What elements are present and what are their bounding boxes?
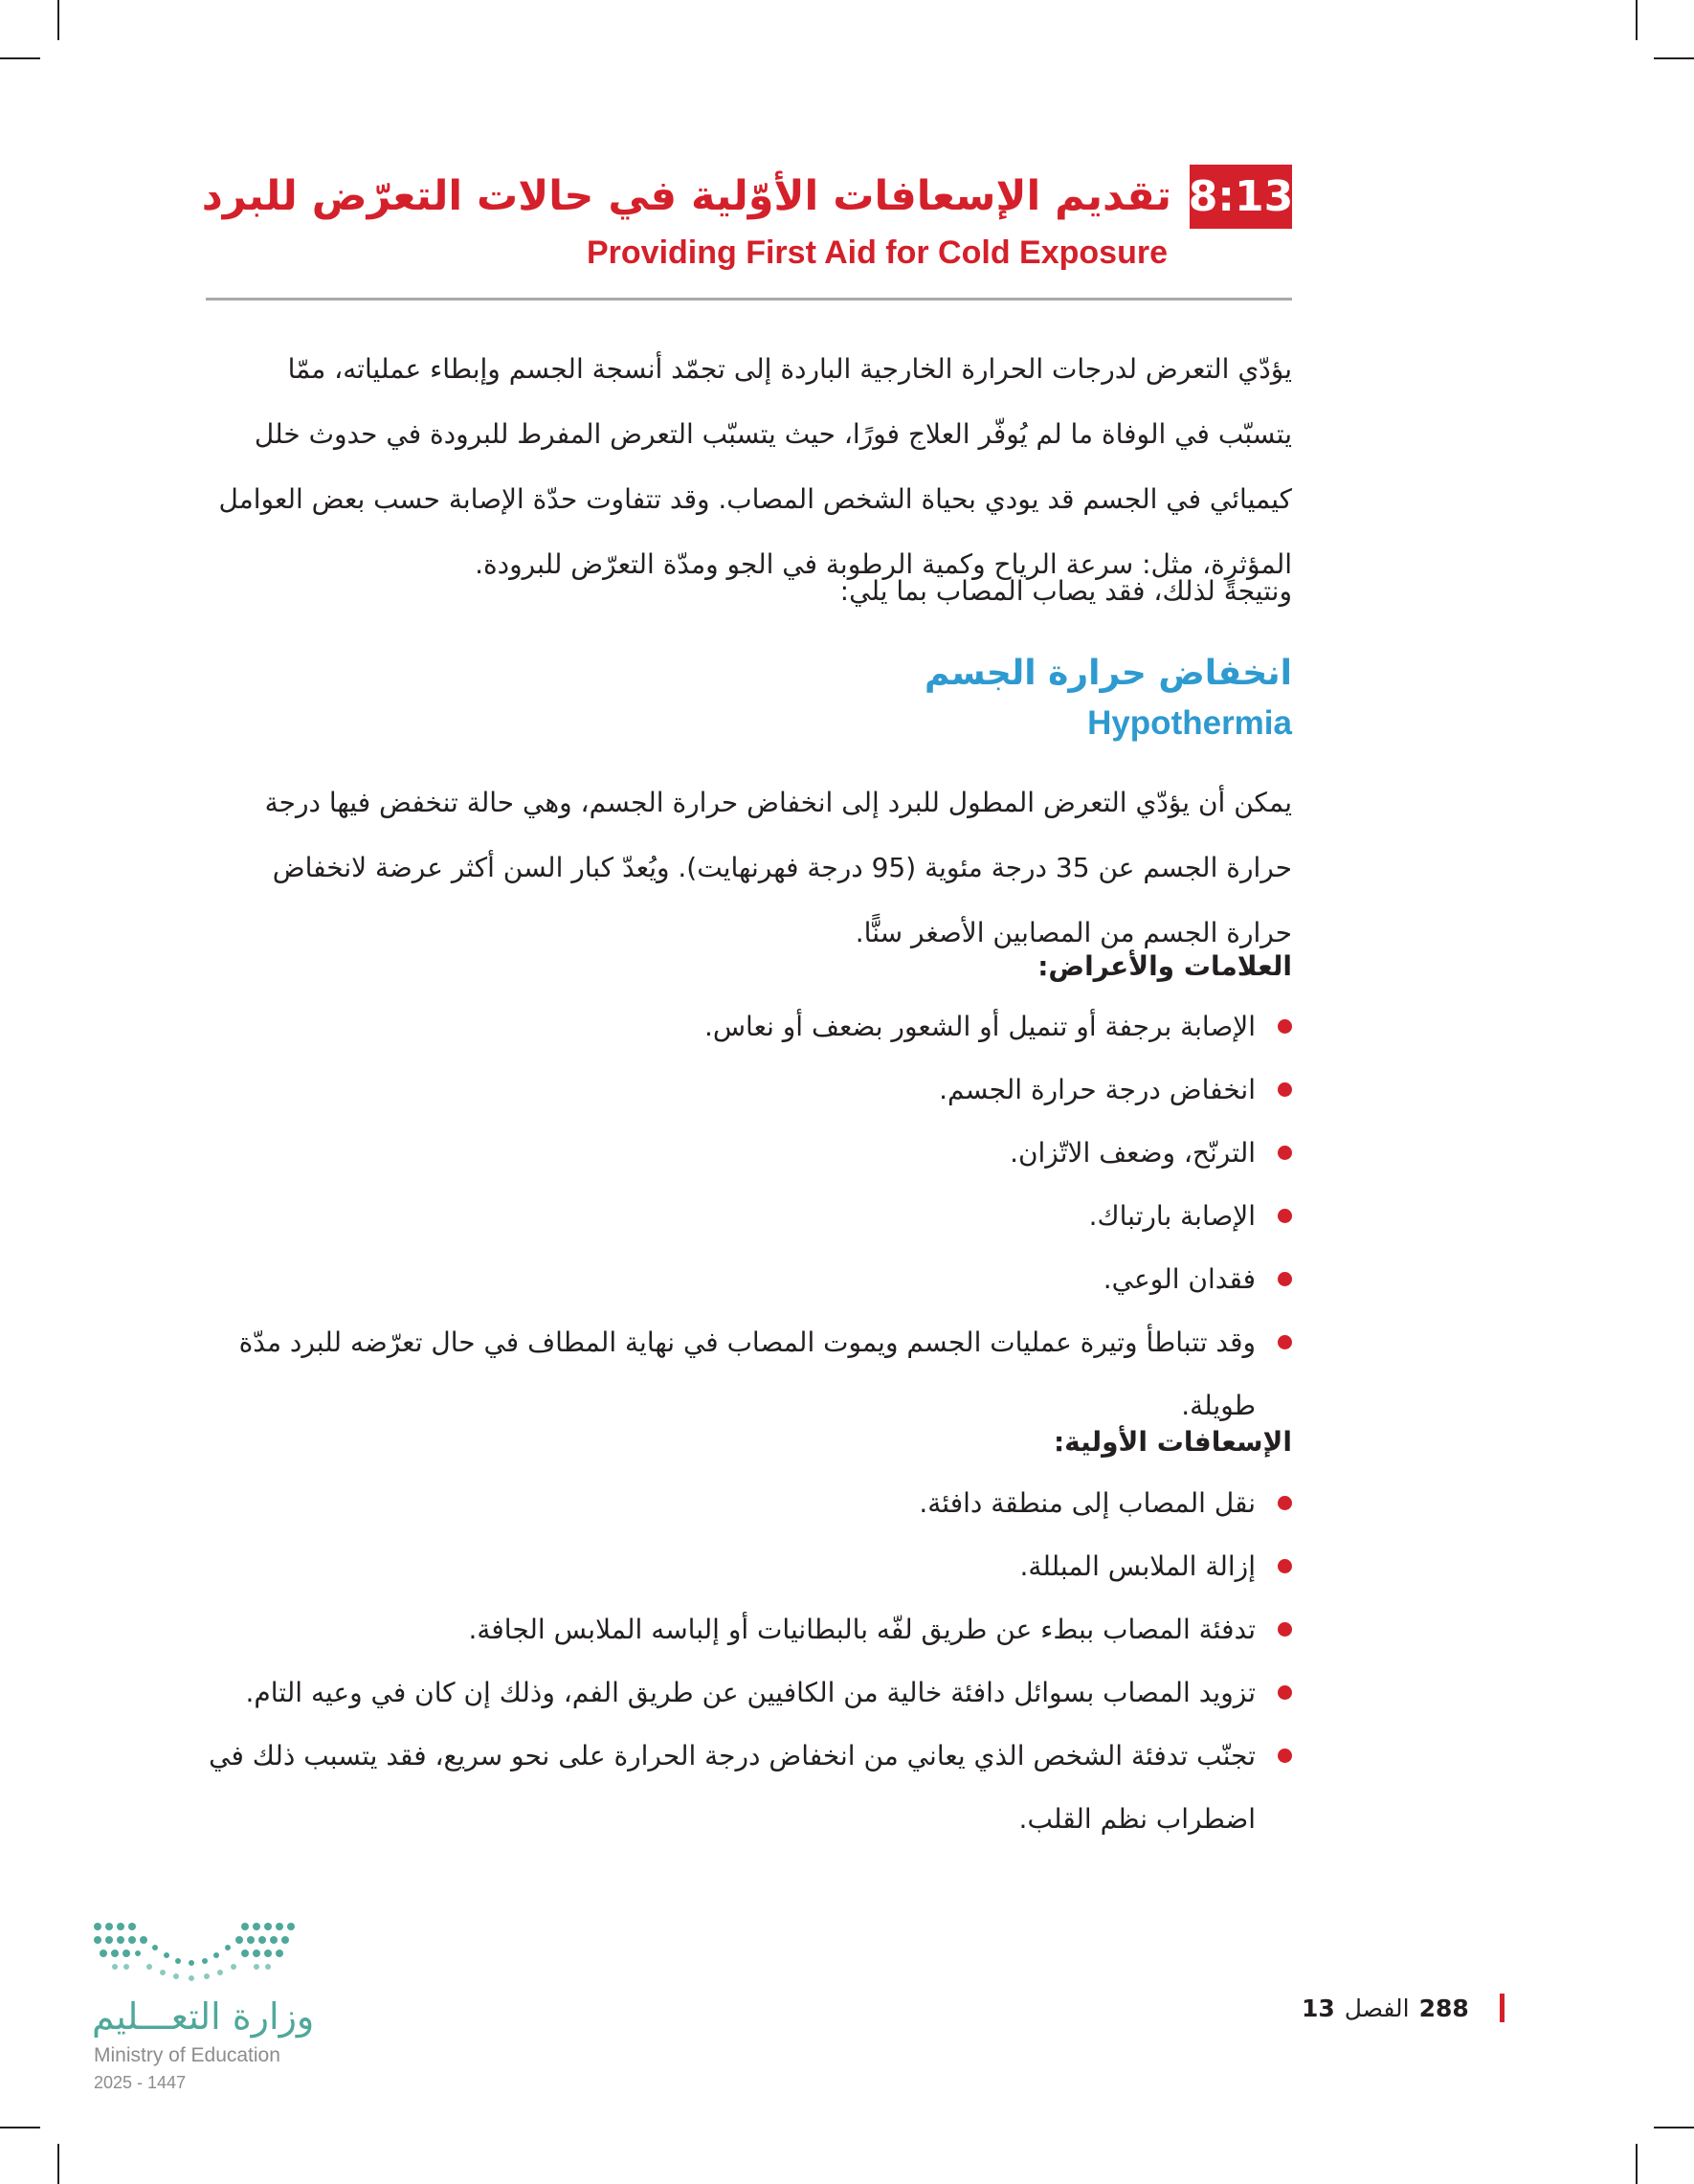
first-aid-heading: الإسعافات الأولية: [1053,1426,1292,1458]
section-title-english: Providing First Aid for Cold Exposure [586,234,1168,271]
page-footer [1302,1994,1505,2022]
hypothermia-paragraph: يمكن أن يؤدّي التعرض المطول للبرد إلى انخفاض حرارة الجسم، وهي حالة تنخفض فيها درجة حرارة الجسم عن 35 درجة مئوية (95 درجة فهرنهايت). ويُعدّ كبار السن أكثر عرضة لانخفاض حرارة الجسم من المصابين الأصغر سنًّا. [264,787,1292,948]
page-number: 288 [1418,1994,1469,2022]
list-item: فقدان الوعي. [206,1248,1292,1311]
bullet-dot [1278,1749,1292,1763]
list-item: الإصابة برجفة أو تنميل أو الشعور بضعف أو نعاس. [206,995,1292,1059]
bullet-dot [1278,1335,1292,1349]
ministry-logo-arabic: وزارة التعـــليم [92,1995,315,2038]
crop-mark [1654,57,1694,59]
intro-paragraph: يؤدّي التعرض لدرجات الحرارة الخارجية الباردة إلى تجمّد أنسجة الجسم وإبطاء عملياته، ممّا يتسبّب في الوفاة ما لم يُوفّر العلاج فورًا، حيث يتسبّب التعرض المفرط للبرودة في حدوث خلل كيميائي في الجسم قد يودي بحياة الشخص المصاب. وقد تتفاوت حدّة الإصابة حسب بعض العوامل المؤثرة، مثل: سرعة الرياح وكمية الرطوبة في الجو ومدّة التعرّض للبرودة. [218,353,1292,580]
footer-accent-bar [1500,1994,1505,2022]
list-item: إزالة الملابس المبللة. [206,1535,1292,1598]
title-divider [206,298,1292,301]
list-item: نقل المصاب إلى منطقة دافئة. [206,1472,1292,1535]
intro-lead-in: ونتيجةً لذلك، فقد يصاب المصاب بما يلي: [839,575,1292,607]
ministry-logo-english: Ministry of Education [94,2044,280,2066]
list-item: الترنّح، وضعف الاتّزان. [206,1122,1292,1185]
first-aid-list [206,1472,1292,1851]
list-item: وقد تتباطأ وتيرة عمليات الجسم ويموت المصاب في نهاية المطاف في حال تعرّضه للبرد مدّة طويلة. [206,1311,1292,1437]
crop-mark [57,0,59,40]
crop-mark [1654,2127,1694,2128]
bullet-dot [1278,1496,1292,1510]
hypothermia-heading-english: Hypothermia [1087,704,1292,742]
bullet-dot [1278,1685,1292,1700]
list-item: الإصابة بارتباك. [206,1185,1292,1248]
list-item: تزويد المصاب بسوائل دافئة خالية من الكافيين عن طريق الفم، وذلك إن كان في وعيه التام. [206,1661,1292,1725]
crop-mark [0,2127,40,2128]
crop-mark [1636,0,1638,40]
section-title-arabic: تقديم الإسعافات الأوّلية في حالات التعرّض للبرد [201,172,1171,220]
hypothermia-heading-arabic: انخفاض حرارة الجسم [924,654,1292,693]
crop-mark [57,2144,59,2184]
chapter-label: الفصل [1344,1994,1410,2022]
signs-list [206,995,1292,1437]
list-item: تجنّب تدفئة الشخص الذي يعاني من انخفاض درجة الحرارة على نحو سريع، فقد يتسبب ذلك في اضطراب نظم القلب. [206,1725,1292,1851]
ministry-logo-years: 2025 - 1447 [94,2073,187,2092]
crop-mark [0,57,40,59]
bullet-dot [1278,1082,1292,1097]
bullet-dot [1278,1019,1292,1034]
bullet-dot [1278,1209,1292,1223]
chapter-number: 13 [1302,1994,1335,2022]
list-item: انخفاض درجة حرارة الجسم. [206,1059,1292,1122]
bullet-dot [1278,1622,1292,1637]
bullet-dot [1278,1272,1292,1286]
bullet-dot [1278,1146,1292,1160]
section-number-badge: 8:13 [1190,165,1292,229]
ministry-logo-icon [92,1919,302,1986]
bullet-dot [1278,1559,1292,1573]
list-item: تدفئة المصاب ببطء عن طريق لفّه بالبطانيات أو إلباسه الملابس الجافة. [206,1598,1292,1661]
signs-heading: العلامات والأعراض: [1037,950,1292,982]
crop-mark [1636,2144,1638,2184]
